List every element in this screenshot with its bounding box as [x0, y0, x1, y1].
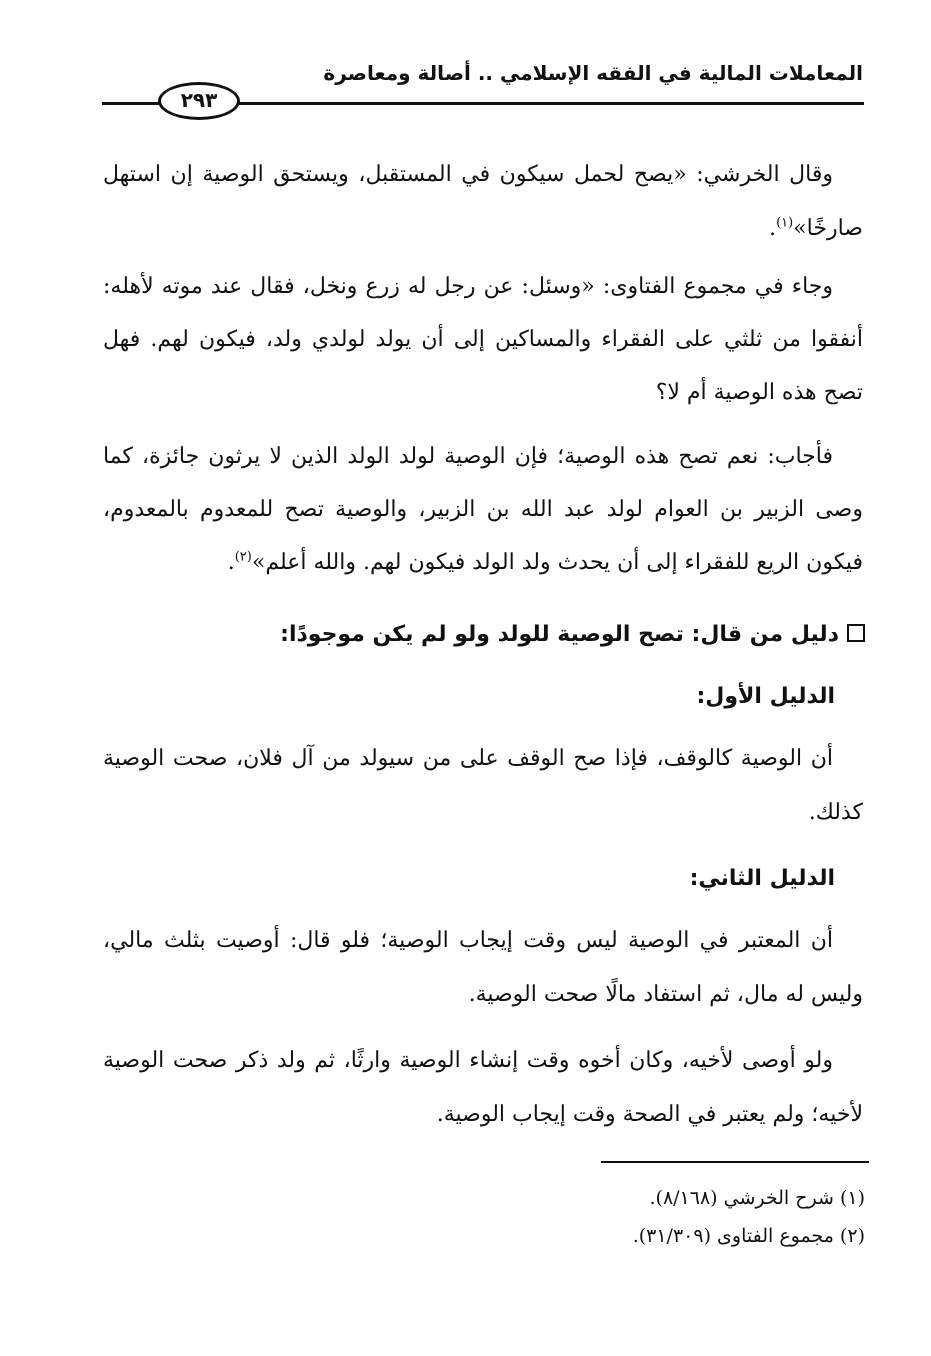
section-heading-text: دليل من قال: تصح الوصية للولد ولو لم يكن موجودًا: [280, 622, 839, 647]
paragraph-end: . [227, 550, 235, 575]
paragraph-text: أن المعتبر في الوصية ليس وقت إيجاب الوصية؛ فلو قال: أوصيت بثلث مالي، وليس له مال، ثم استفاد مالًا صحت الوصية. [103, 928, 863, 1007]
paragraph-fatawa-answer [103, 430, 863, 589]
page-number: ٢٩٣ [158, 82, 240, 120]
running-head-title: المعاملات المالية في الفقه الإسلامي .. أصالة ومعاصرة [323, 61, 863, 85]
paragraph-text: وجاء في مجموع الفتاوى: «وسئل: عن رجل له زرع ونخل، فقال عند موته لأهله: أنفقوا من ثلثي على الفقراء والمساكين إلى أن يولد لولدي ولد، فيكون لهم. فهل تصح هذه الوصية أم لا؟ [103, 274, 863, 405]
footnote-2: (٢) مجموع الفتاوى (٣١/٣٠٩). [632, 1225, 865, 1247]
paragraph-fatawa-question [103, 260, 863, 419]
paragraph-kharashi-quote [103, 148, 863, 256]
paragraph-end: . [769, 216, 777, 241]
section-heading [105, 618, 865, 652]
footnote-rule [601, 1161, 869, 1163]
paragraph-text: وقال الخرشي: «يصح لحمل سيكون في المستقبل، ويستحق الوصية إن استهل صارخًا» [103, 162, 863, 241]
paragraph-text: فأجاب: نعم تصح هذه الوصية؛ فإن الوصية لولد الولد الذين لا يرثون جائزة، كما وصى الزبير بن العوام لولد عبد الله بن الزبير، والوصية تصح للمعدوم بالمعدوم، فيكون الريع للفقراء إلى أن يحدث ولد الولد فيكون لهم. والله أعلم» [103, 444, 863, 575]
paragraph-text: ولو أوصى لأخيه، وكان أخوه وقت إنشاء الوصية وارثًا، ثم ولد ذكر صحت الوصية لأخيه؛ ولم يعتبر في الصحة وقت إيجاب الوصية. [103, 1048, 863, 1127]
paragraph-text: أن الوصية كالوقف، فإذا صح الوقف على من سيولد من آل فلان، صحت الوصية كذلك. [103, 746, 863, 825]
paragraph-evidence-2 [103, 914, 863, 1022]
paragraph-brother-example [103, 1034, 863, 1142]
evidence-1-heading: الدليل الأول: [696, 684, 835, 709]
footnote-ref-1[interactable]: (١) [776, 215, 794, 231]
footnote-ref-2[interactable]: (٢) [234, 549, 252, 565]
evidence-2-heading: الدليل الثاني: [689, 866, 835, 891]
paragraph-evidence-1 [103, 732, 863, 840]
footnote-1: (١) شرح الخرشي (٨/١٦٨). [649, 1187, 865, 1209]
square-bullet-icon [847, 624, 865, 642]
